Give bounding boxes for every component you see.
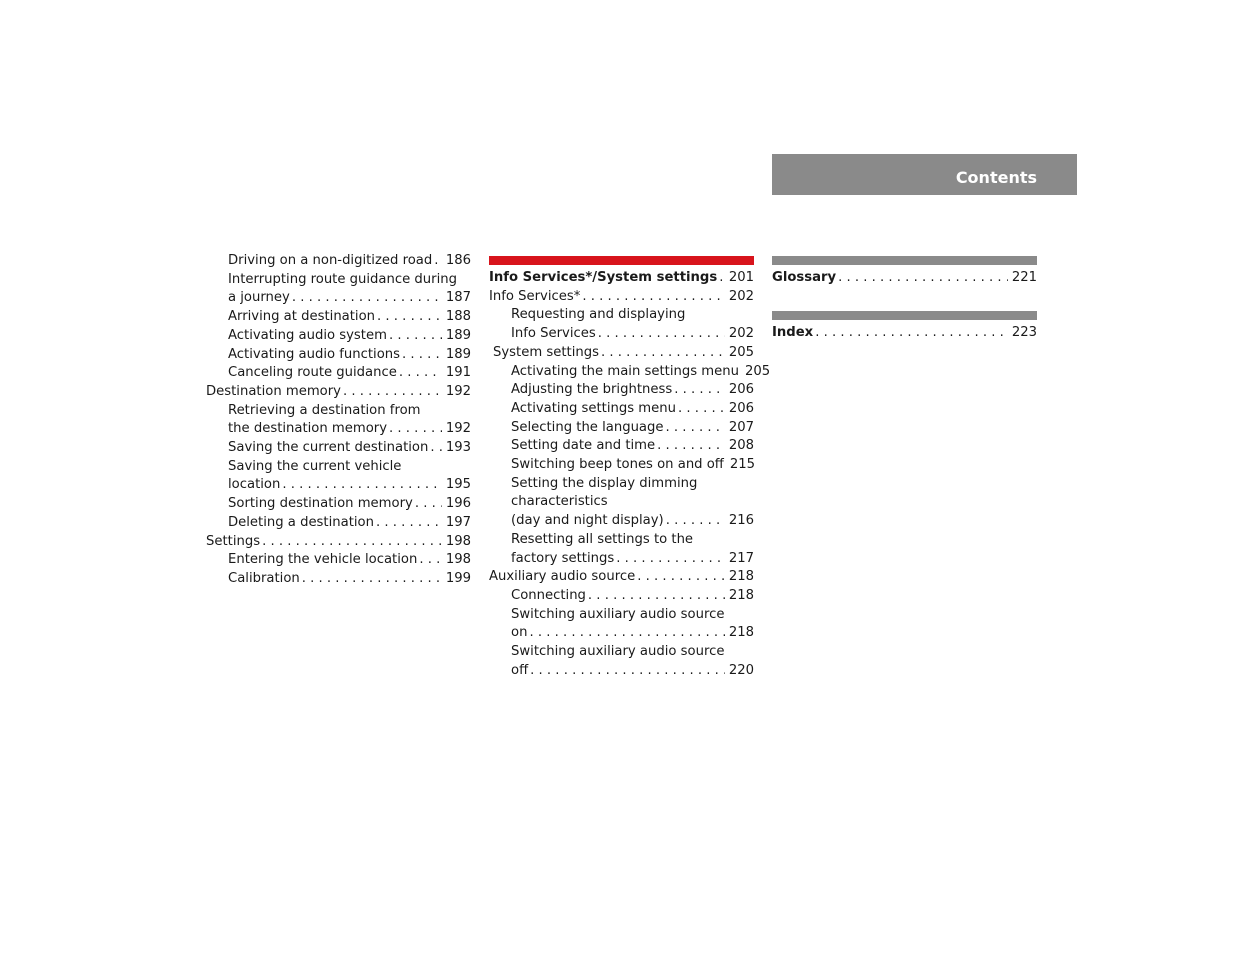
section-header-bar: [772, 154, 1077, 195]
toc-entry[interactable]: [206, 346, 471, 365]
toc-entry[interactable]: [489, 437, 754, 456]
toc-entry-label: Calibration: [228, 570, 300, 586]
toc-entry[interactable]: [489, 400, 754, 419]
toc-entry-label: factory settings: [511, 550, 615, 566]
toc-leader-dots: [678, 400, 725, 419]
toc-entry[interactable]: [489, 587, 754, 606]
toc-entry-page: 199: [445, 570, 471, 586]
toc-entry[interactable]: [206, 289, 471, 308]
toc-leader-dots: [666, 512, 725, 531]
toc-entry[interactable]: [206, 383, 471, 402]
toc-entry: [489, 531, 754, 550]
toc-entry: [489, 606, 754, 625]
toc-entry-page: 189: [445, 346, 471, 362]
toc-leader-dots: [419, 551, 442, 570]
toc-entry-page: 223: [1011, 324, 1037, 340]
toc-entry-label: off: [511, 662, 529, 678]
toc-leader-dots: [389, 327, 442, 346]
toc-entry-page: 201: [728, 270, 754, 285]
toc-entry[interactable]: [489, 662, 754, 681]
toc-leader-dots: [292, 289, 442, 308]
toc-entry-label: Switching auxiliary audio source: [511, 606, 725, 622]
toc-entry-label: a journey: [228, 290, 290, 306]
toc-leader-dots: [529, 624, 724, 643]
toc-leader-dots: [616, 550, 725, 569]
toc-entry[interactable]: [206, 533, 471, 552]
toc-entry-label: Driving on a non-digitized road: [228, 253, 433, 268]
toc-entry-page: 208: [728, 438, 754, 454]
toc-entry[interactable]: [489, 344, 754, 363]
toc-entry-label: Requesting and displaying: [511, 307, 686, 323]
toc-entry-label: Sorting destination memory: [228, 496, 413, 512]
toc-entry: [206, 271, 471, 290]
toc-entry[interactable]: [206, 252, 471, 271]
toc-entry-page: 202: [728, 326, 754, 342]
toc-entry-page: 191: [445, 365, 471, 381]
toc-entry-page: 205: [744, 363, 771, 379]
toc-leader-dots: [389, 420, 442, 439]
toc-entry-label: Saving the current vehicle: [228, 458, 402, 474]
toc-entry[interactable]: [489, 325, 754, 344]
toc-entry-page: 186: [445, 253, 471, 268]
toc-entry-label: Info Services: [511, 326, 596, 342]
toc-leader-dots: [377, 308, 442, 327]
toc-leader-dots: [657, 437, 725, 456]
toc-entry-label: Auxiliary audio source: [489, 569, 636, 585]
toc-entry[interactable]: [206, 327, 471, 346]
toc-entry-label: Activating the main settings menu: [511, 363, 739, 379]
toc-entry-label: characteristics: [511, 494, 608, 510]
toc-entry-page: 206: [728, 382, 754, 398]
toc-entry-label: Entering the vehicle location: [228, 552, 418, 568]
toc-entry-label: Info Services*: [489, 288, 581, 304]
toc-entry-page: 193: [445, 440, 471, 456]
toc-entry[interactable]: [206, 495, 471, 514]
toc-leader-dots: [666, 419, 725, 438]
toc-leader-dots: [302, 570, 442, 589]
toc-entry-page: 217: [728, 550, 754, 566]
toc-entry-page: 218: [728, 625, 754, 641]
toc-entry-label: Destination memory: [206, 383, 341, 399]
toc-entry: [489, 493, 754, 512]
toc-entry-page: 196: [445, 496, 471, 512]
toc-entry-label: Retrieving a destination from: [228, 402, 421, 418]
page-title: Contents: [955, 168, 1037, 187]
spacer: [772, 288, 1037, 324]
toc-leader-dots: [838, 269, 1008, 288]
toc-entry-label: Switching beep tones on and off: [511, 457, 724, 473]
toc-leader-dots: [262, 533, 442, 552]
toc-entry: [206, 458, 471, 477]
toc-entry-page: 205: [728, 344, 754, 360]
toc-leader-dots: [434, 252, 442, 271]
toc-leader-dots: [402, 346, 442, 365]
toc-entry[interactable]: [206, 570, 471, 589]
toc-leader-dots: [598, 325, 725, 344]
toc-entry-label: Glossary: [772, 270, 837, 285]
toc-entry[interactable]: [489, 269, 754, 288]
toc-entry-page: 221: [1011, 270, 1037, 285]
toc-entry-label: Interrupting route guidance during: [228, 271, 457, 287]
toc-entry-label: Activating settings menu: [511, 400, 676, 416]
toc-entry-label: System settings: [493, 344, 599, 360]
toc-entry[interactable]: [206, 551, 471, 570]
toc-entry-label: Setting the display dimming: [511, 475, 698, 491]
toc-entry-label: (day and night display): [511, 513, 664, 529]
toc-entry-label: Adjusting the brightness: [511, 382, 673, 398]
toc-entry: [489, 643, 754, 662]
toc-entry-label: Connecting: [511, 587, 586, 603]
toc-entry-page: 202: [728, 288, 754, 304]
toc-entry-page: 187: [445, 290, 471, 306]
toc-entry-label: Activating audio functions: [228, 346, 400, 362]
toc-entry[interactable]: [489, 363, 771, 382]
toc-entry[interactable]: [206, 308, 471, 327]
toc-entry[interactable]: [489, 568, 754, 587]
toc-leader-dots: [376, 514, 442, 533]
toc-leader-dots: [282, 476, 442, 495]
toc-entry-page: 207: [728, 419, 754, 435]
toc-entry-label: Canceling route guidance: [228, 365, 397, 381]
toc-entry-label: Arriving at destination: [228, 309, 376, 325]
toc-entry-label: Index: [772, 324, 814, 340]
toc-entry-page: 216: [728, 513, 754, 529]
toc-leader-dots: [399, 364, 442, 383]
toc-entry-glossary[interactable]: [772, 269, 1037, 288]
toc-leader-dots: [637, 568, 725, 587]
toc-entry[interactable]: [206, 439, 471, 458]
toc-entry-label: location: [228, 477, 281, 493]
toc-entry[interactable]: [206, 420, 471, 439]
toc-entry[interactable]: [206, 364, 471, 383]
toc-entry-page: 192: [445, 421, 471, 437]
section-rule-red: [489, 256, 754, 265]
toc-entry-label: Settings: [206, 533, 261, 549]
toc-column-middle: [489, 269, 771, 680]
toc-leader-dots: [343, 383, 442, 402]
toc-entry-page: 206: [728, 400, 754, 416]
toc-leader-dots: [588, 587, 725, 606]
toc-entry-page: 188: [445, 309, 471, 325]
toc-entry-label: Selecting the language: [511, 419, 664, 435]
section-rule-glossary: [772, 256, 1037, 265]
toc-entry[interactable]: [489, 456, 754, 475]
toc-entry-page: 198: [445, 533, 471, 549]
toc-entry-label: Setting date and time: [511, 438, 656, 454]
toc-entry-page: 218: [728, 587, 754, 603]
toc-entry-page: 197: [445, 514, 471, 530]
toc-entry-label: Info Services*/System settings: [489, 270, 718, 285]
toc-leader-dots: [415, 495, 442, 514]
toc-entry-label: the destination memory: [228, 421, 388, 437]
toc-leader-dots: [719, 269, 725, 288]
toc-entry[interactable]: [489, 381, 754, 400]
toc-entry[interactable]: [489, 624, 754, 643]
toc-leader-dots: [530, 662, 725, 681]
toc-column-left: [206, 252, 471, 589]
toc-leader-dots: [674, 381, 725, 400]
toc-entry[interactable]: [489, 288, 754, 307]
toc-entry[interactable]: [206, 476, 471, 495]
toc-entry-label: Resetting all settings to the: [511, 531, 694, 547]
toc-leader-dots: [815, 324, 1008, 343]
toc-entry-label: Saving the current destination: [228, 440, 429, 456]
toc-leader-dots: [582, 288, 724, 307]
toc-entry-page: 218: [728, 569, 754, 585]
toc-entry-label: Activating audio system: [228, 327, 387, 343]
toc-entry-label: on: [511, 625, 528, 641]
toc-entry-label: Switching auxiliary audio source: [511, 644, 725, 660]
toc-entry: [206, 402, 471, 421]
toc-entry-page: 215: [729, 457, 756, 473]
toc-leader-dots: [430, 439, 441, 458]
toc-entry[interactable]: [489, 512, 754, 531]
toc-entry-page: 189: [445, 327, 471, 343]
toc-entry-label: Deleting a destination: [228, 514, 374, 530]
toc-column-right: [772, 269, 1037, 342]
toc-entry: [489, 306, 754, 325]
toc-entry[interactable]: [489, 550, 754, 569]
toc-entry-page: 220: [728, 662, 754, 678]
toc-entry-page: 192: [445, 383, 471, 399]
toc-entry-page: 195: [445, 477, 471, 493]
toc-leader-dots: [601, 344, 725, 363]
toc-entry-page: 198: [445, 552, 471, 568]
toc-entry[interactable]: [206, 514, 471, 533]
toc-entry-index[interactable]: [772, 324, 1037, 343]
toc-entry: [489, 475, 754, 494]
toc-entry[interactable]: [489, 419, 754, 438]
